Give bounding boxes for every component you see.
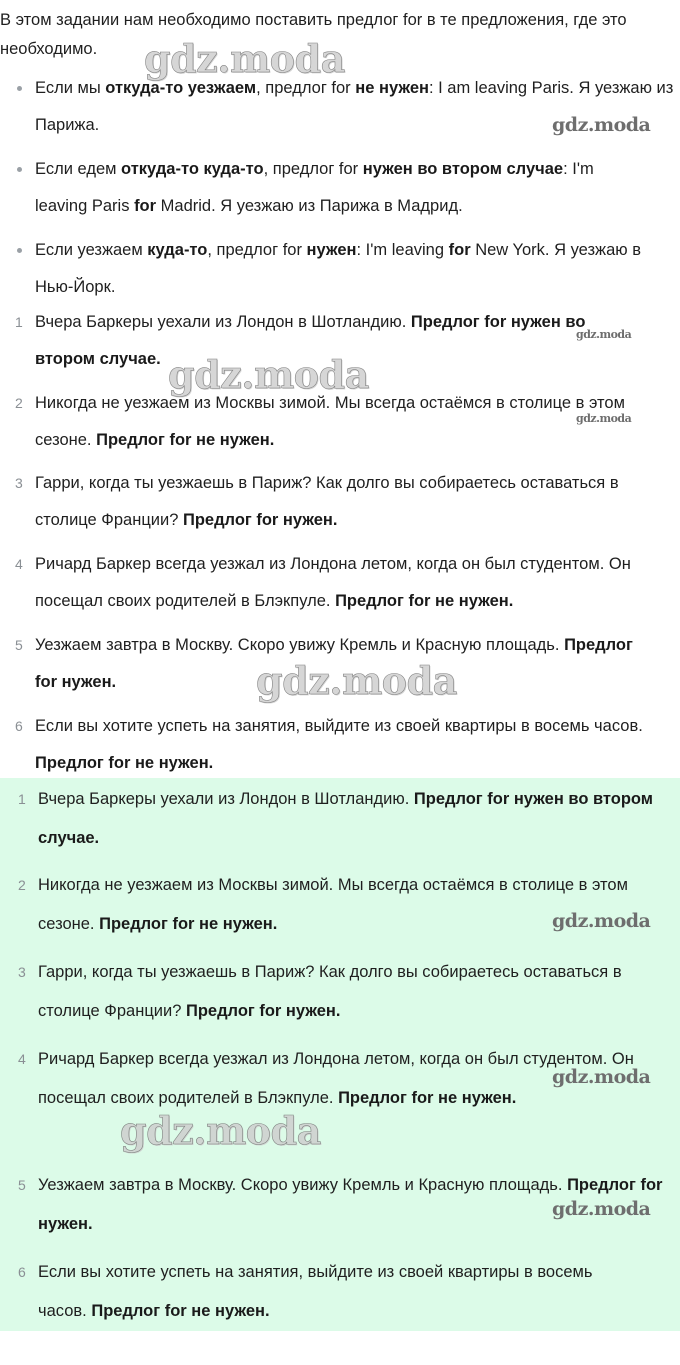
text-span: Уезжаем завтра в Москву. Скоро увижу Кремль и Красную площадь. bbox=[35, 636, 565, 654]
item-number: 4 bbox=[18, 1051, 26, 1067]
list-item bbox=[0, 953, 680, 1031]
watermark-logo: gdz.moda bbox=[552, 1066, 651, 1088]
bold-span: Предлог for нужен во втором случае. bbox=[38, 790, 653, 847]
bullet-dot-icon bbox=[17, 86, 22, 91]
bold-span: for bbox=[448, 241, 471, 259]
item-number: 1 bbox=[18, 791, 26, 807]
bold-span: Предлог for не нужен. bbox=[338, 1089, 517, 1107]
list-item bbox=[0, 385, 680, 459]
item-number: 2 bbox=[15, 395, 23, 411]
item-number: 1 bbox=[15, 314, 23, 330]
text-span: Если уезжаем bbox=[35, 241, 148, 259]
text-span: Если мы bbox=[35, 79, 106, 97]
bold-span: Предлог for нужен. bbox=[35, 636, 633, 691]
item-number: 3 bbox=[15, 475, 23, 491]
watermark-logo: gdz.moda bbox=[576, 328, 632, 341]
text-span: Гарри, когда ты уезжаешь в Париж? Как долго вы собираетесь оставаться в столице Франции? bbox=[35, 474, 619, 529]
bold-span: Предлог for нужен во втором случае. bbox=[35, 313, 586, 368]
text-span: : I'm leaving bbox=[356, 241, 449, 259]
item-number: 4 bbox=[15, 556, 23, 572]
bold-span: Предлог for нужен. bbox=[182, 511, 338, 529]
text-span: New York. Я уезжаю в Нью-Йорк. bbox=[35, 241, 641, 296]
item-number: 3 bbox=[18, 964, 26, 980]
text-span: Вчера Баркеры уехали из Лондон в Шотландию. bbox=[35, 313, 411, 331]
text-span: , предлог for bbox=[256, 79, 356, 97]
text-span: Вчера Баркеры уехали из Лондон в Шотландию. bbox=[38, 790, 414, 808]
bold-span: нужен во втором случае bbox=[362, 160, 564, 178]
text-span: Никогда не уезжаем из Москвы зимой. Мы всегда остаёмся в столице в этом сезоне. bbox=[35, 394, 625, 449]
bold-span: Предлог for нужен. bbox=[38, 1176, 663, 1233]
watermark-logo: gdz.moda bbox=[120, 1108, 321, 1153]
item-number: 6 bbox=[15, 718, 23, 734]
bold-span: Предлог for нужен. bbox=[185, 1002, 341, 1020]
list-item bbox=[0, 866, 680, 944]
text-span: Гарри, когда ты уезжаешь в Париж? Как долго вы собираетесь оставаться в столице Франции? bbox=[38, 963, 622, 1020]
list-item bbox=[0, 546, 680, 620]
text-span: : I'm leaving Paris bbox=[35, 160, 594, 215]
watermark-logo: gdz.moda bbox=[168, 352, 369, 397]
text-span: Никогда не уезжаем из Москвы зимой. Мы всегда остаёмся в столице в этом сезоне. bbox=[38, 876, 628, 933]
list-item bbox=[0, 304, 680, 378]
list-item bbox=[0, 465, 680, 539]
bold-span: Предлог for не нужен. bbox=[335, 592, 514, 610]
bold-span: не нужен bbox=[355, 79, 429, 97]
text-span: Madrid. Я уезжаю из Парижа в Мадрид. bbox=[156, 197, 463, 215]
watermark-logo: gdz.moda bbox=[256, 658, 457, 703]
item-number: 5 bbox=[15, 637, 23, 653]
list-item bbox=[0, 1166, 680, 1244]
bullet-dot-icon bbox=[17, 248, 22, 253]
list-item bbox=[0, 708, 680, 782]
bullet-item bbox=[0, 232, 680, 306]
bold-span: откуда-то куда-то bbox=[121, 160, 264, 178]
bullet-dot-icon bbox=[17, 167, 22, 172]
watermark-logo: gdz.moda bbox=[144, 36, 345, 81]
text-span: , предлог for bbox=[207, 241, 307, 259]
bold-span: нужен bbox=[306, 241, 357, 259]
text-span: : I am leaving Paris. Я уезжаю из Парижа. bbox=[35, 79, 674, 134]
watermark-logo: gdz.moda bbox=[576, 412, 632, 425]
list-item bbox=[0, 780, 680, 858]
bold-span: for bbox=[134, 197, 157, 215]
item-number: 2 bbox=[18, 877, 26, 893]
bold-span: куда-то bbox=[147, 241, 208, 259]
list-item bbox=[0, 1040, 680, 1118]
list-item bbox=[0, 1253, 680, 1331]
text-span: Если вы хотите успеть на занятия, выйдите из своей квартиры в восемь часов. bbox=[38, 1263, 593, 1320]
bullet-item bbox=[0, 70, 680, 144]
bold-span: Предлог for не нужен. bbox=[96, 431, 275, 449]
intro-paragraph: В этом задании нам необходимо поставить предлог for в те предложения, где это необходимо. bbox=[0, 11, 627, 58]
item-number: 6 bbox=[18, 1264, 26, 1280]
text-span: , предлог for bbox=[263, 160, 363, 178]
item-number: 5 bbox=[18, 1177, 26, 1193]
list-item bbox=[0, 627, 680, 701]
watermark-logo: gdz.moda bbox=[552, 114, 651, 136]
watermark-logo: gdz.moda bbox=[552, 1198, 651, 1220]
bold-span: Предлог for не нужен. bbox=[99, 915, 278, 933]
text-span: Ричард Баркер всегда уезжал из Лондона летом, когда он был студентом. Он посещал своих родителей в Блэкпуле. bbox=[38, 1050, 634, 1107]
watermark-logo: gdz.moda bbox=[552, 910, 651, 932]
bold-span: Предлог for не нужен. bbox=[35, 754, 214, 772]
bold-span: Предлог for не нужен. bbox=[91, 1302, 270, 1320]
bullet-item bbox=[0, 151, 680, 225]
text-span: Если едем bbox=[35, 160, 122, 178]
text-span: Уезжаем завтра в Москву. Скоро увижу Кремль и Красную площадь. bbox=[38, 1176, 568, 1194]
bold-span: откуда-то уезжаем bbox=[105, 79, 257, 97]
text-span: Если вы хотите успеть на занятия, выйдите из своей квартиры в восемь часов. bbox=[35, 717, 643, 735]
text-span: Ричард Баркер всегда уезжал из Лондона летом, когда он был студентом. Он посещал своих родителей в Блэкпуле. bbox=[35, 555, 631, 610]
